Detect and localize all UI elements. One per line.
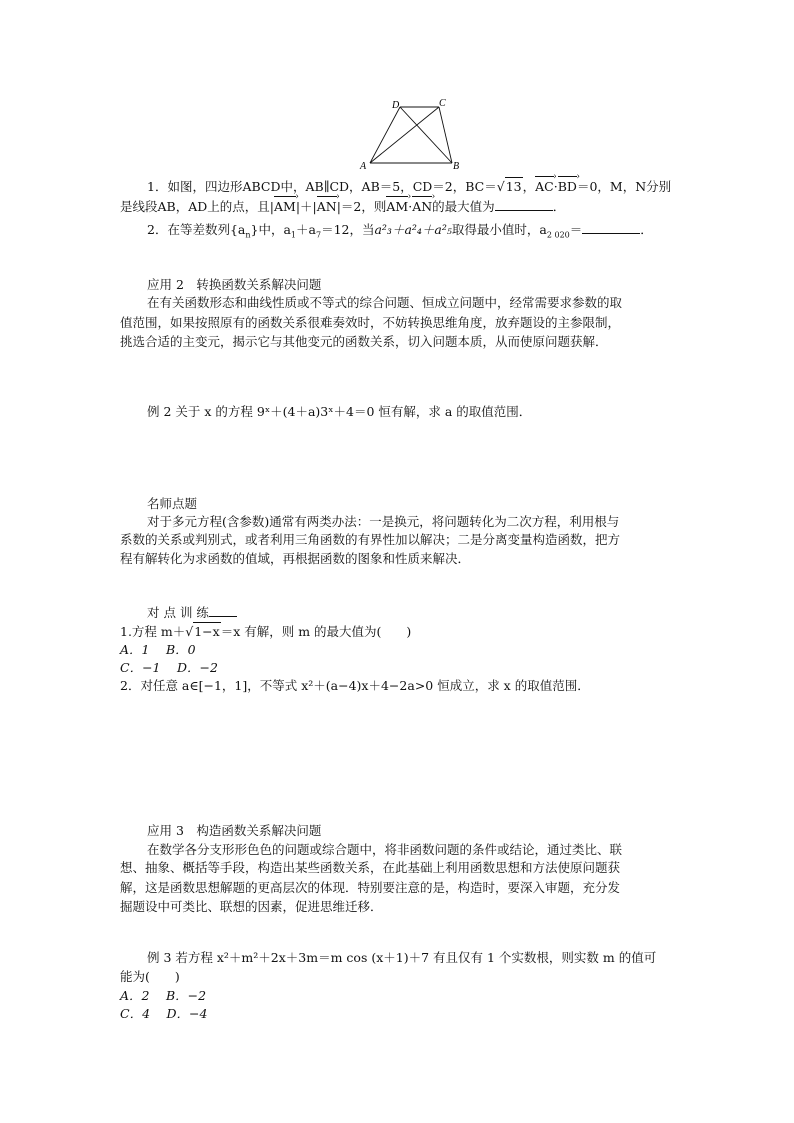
app3-p2: 想、抽象、概括等手段，构造出某些函数关系，在此基础上利用函数思想和方法使原问题获 [120, 860, 621, 875]
trapezoid-figure [355, 95, 465, 175]
label-d: D [392, 100, 400, 111]
training-q1: 1.方程 m＋√1−x＝x 有解，则 m 的最大值为( ) [120, 624, 412, 639]
app2-p1: 在有关函数形态和曲线性质或不等式的综合问题、恒成立问题中，经常需要求参数的取 [147, 295, 623, 310]
example-3-options-cd: C．4 D．−4 [120, 1006, 208, 1021]
label-a: A [360, 161, 367, 172]
training-q1-options-ab: A．1 B．0 [120, 642, 196, 657]
q2-line: 2．在等差数列$\{a_n\}$中，$a_1+a_7=12$，当a²₃＋a²₄＋a²₅取得最小值时，$a_{2 020}=$ ． [147, 222, 653, 240]
training-q1-options-cd: C．−1 D．−2 [120, 660, 218, 675]
q1-line2: 是线段AB，AD上的点，且|AM ›|＋|AN ›|＝2，则AM ›·AN ›的最大值为 ． [120, 198, 565, 215]
example-3-options-ab: A．2 B．−2 [120, 988, 207, 1003]
example-2: 例 2 关于 x 的方程 9ˣ＋(4＋a)3ˣ＋4＝0 恒有解，求 a 的取值范围． [147, 404, 532, 419]
tip-p1: 对于多元方程(含参数)通常有两类办法：一是换元，将问题转化为二次方程，利用根与 [147, 514, 620, 529]
answer-blank-2 [582, 223, 640, 234]
tip-p3: 程有解转化为求函数的值域，再根据函数的图象和性质来解决． [120, 551, 471, 566]
example-3-line1: 例 3 若方程 x²＋m²＋2x＋3m＝m cos (x＋1)＋7 有且仅有 1 个实数根，则实数 m 的值可 [147, 950, 657, 965]
app3-p4: 掘题设中可类比、联想的因素，促进思维迁移． [120, 899, 383, 914]
app2-title: 应用 2 转换函数关系解决问题 [147, 277, 322, 292]
app2-p2: 值范围，如果按照原有的函数关系很难奏效时，不妨转换思维角度，放弃题设的主参限制， [120, 315, 621, 330]
training-q2: 2．对任意 a∈[−1，1]，不等式 x²＋(a−4)x＋4−2a>0 恒成立，求 x 的取值范围． [120, 678, 590, 693]
training-title: 对 点 训 练 [147, 604, 237, 621]
example-3-line2: 能为( ) [120, 969, 180, 984]
label-b: B [453, 161, 460, 172]
app3-p3: 解，这是函数思想解题的更高层次的体现．特别要注意的是，构造时，要深入审题，充分发 [120, 880, 621, 895]
tip-p2: 系数的关系或判别式，或者利用三角函数的有界性加以解决；二是分离变量构造函数，把方 [120, 532, 621, 547]
tip-title: 名师点题 [147, 496, 198, 511]
answer-blank-1 [495, 200, 553, 211]
app2-p3: 挑选合适的主变元，揭示它与其他变元的函数关系，切入问题本质，从而使原问题获解． [120, 334, 608, 349]
q1-line1: 1．如图，四边形ABCD中，AB∥CD，AB＝5，CD＝2，BC＝√13，AC ›·BD ›＝0，M，N分别 [147, 177, 671, 195]
label-c: C [439, 98, 446, 109]
app3-title: 应用 3 构造函数关系解决问题 [147, 823, 322, 838]
app3-p1: 在数学各分支形形色色的问题或综合题中，将非函数问题的条件或结论，通过类比、联 [147, 842, 623, 857]
